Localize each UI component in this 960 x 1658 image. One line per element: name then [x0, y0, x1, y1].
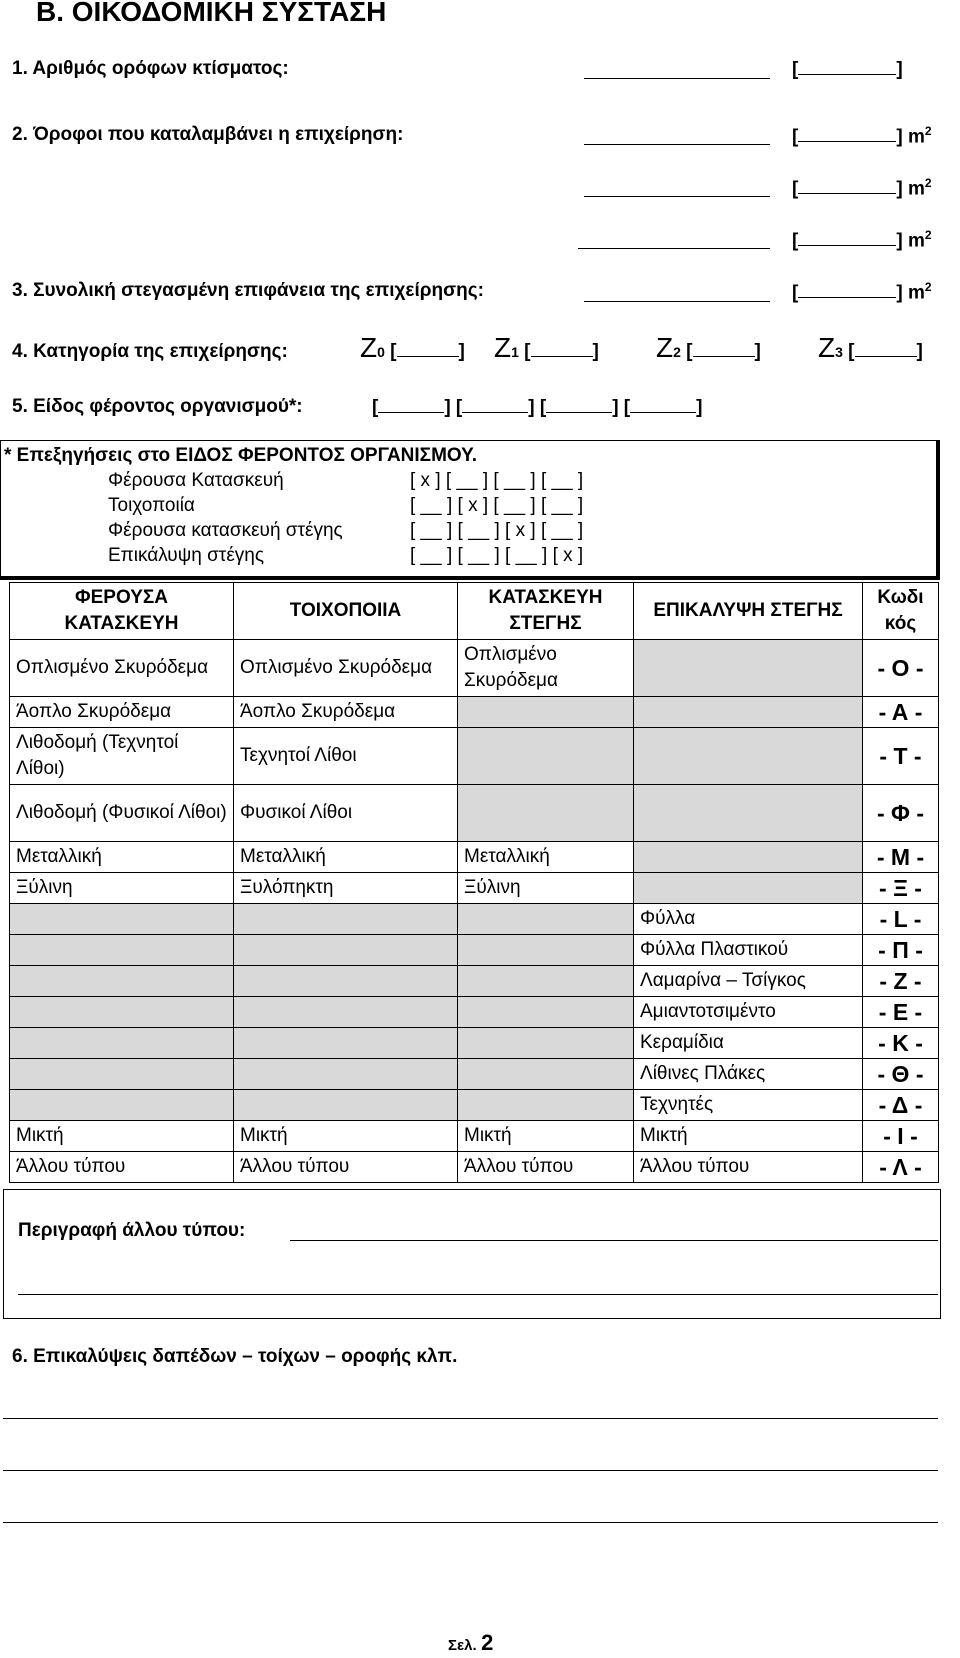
table-cell [458, 728, 634, 785]
table-cell [10, 966, 234, 997]
table-cell: Οπλισμένο Σκυρόδεμα [458, 640, 634, 697]
table-cell [10, 1059, 234, 1090]
table-cell [234, 935, 458, 966]
code-cell: - Τ - [863, 728, 939, 785]
table-cell [234, 1059, 458, 1090]
table-row [10, 640, 939, 697]
table-cell: Λιθοδομή (Φυσικοί Λίθοι) [10, 785, 234, 842]
table-row [10, 1152, 939, 1183]
section-title: Β. ΟΙΚΟΔΟΜΙΚΗ ΣΥΣΤΑΣΗ [36, 0, 387, 27]
table-cell [458, 1059, 634, 1090]
table-row [10, 1059, 939, 1090]
table-cell: Μικτή [458, 1121, 634, 1152]
table-cell [10, 935, 234, 966]
coverings-line-2[interactable] [3, 1470, 938, 1471]
page-number [448, 1630, 493, 1656]
table-row [10, 842, 939, 873]
table-cell [234, 1028, 458, 1059]
table-row [10, 1028, 939, 1059]
table-cell: Άλλου τύπου [458, 1152, 634, 1183]
table-cell: Μεταλλική [10, 842, 234, 873]
table-cell: Άοπλο Σκυρόδεμα [234, 697, 458, 728]
page-number-value: 2 [481, 1630, 494, 1655]
question-2-label: 2. Όροφοι που καταλαμβάνει η επιχείρηση: [12, 124, 404, 145]
code-cell: - Π - [863, 935, 939, 966]
code-cell: - Α - [863, 697, 939, 728]
category-z0-field[interactable]: Ζ0 [ ] [360, 332, 465, 363]
code-cell: - Φ - [863, 785, 939, 842]
floor-area-field-3[interactable]: [ ] $m^2$ [792, 228, 932, 252]
code-cell: - Θ - [863, 1059, 939, 1090]
header-roof-structure: ΚΑΤΑΣΚΕΥΗ ΣΤΕΓΗΣ [458, 583, 634, 640]
table-row [10, 728, 939, 785]
explanation-row-label: Φέρουσα Κατασκευή [108, 470, 284, 491]
category-z1-field[interactable]: Ζ1 [ ] [494, 332, 599, 363]
table-cell: Μικτή [634, 1121, 863, 1152]
table-cell [10, 1028, 234, 1059]
question-1-label: 1. Αριθμός ορόφων κτίσματος: [12, 58, 289, 79]
code-cell: - Ξ - [863, 873, 939, 904]
table-cell [458, 1090, 634, 1121]
floor-line-3[interactable] [578, 248, 770, 249]
table-cell: Οπλισμένο Σκυρόδεμα [10, 640, 234, 697]
table-cell: Τεχνητές [634, 1090, 863, 1121]
table-cell: Οπλισμένο Σκυρόδεμα [234, 640, 458, 697]
table-cell [634, 640, 863, 697]
explanation-title: * Επεξηγήσεις στο ΕΙΔΟΣ ΦΕΡΟΝΤΟΣ ΟΡΓΑΝΙΣΜΟΥ. [4, 445, 478, 466]
table-cell [234, 997, 458, 1028]
table-cell [458, 904, 634, 935]
explanation-row-label: Επικάλυψη στέγης [108, 545, 265, 566]
code-cell: - Δ - [863, 1090, 939, 1121]
table-row [10, 966, 939, 997]
table-cell [634, 697, 863, 728]
table-cell [234, 966, 458, 997]
floor-line-2[interactable] [584, 196, 770, 197]
table-cell: Άλλου τύπου [10, 1152, 234, 1183]
table-cell: Ξύλινη [458, 873, 634, 904]
question-4-label: 4. Κατηγορία της επιχείρησης: [12, 341, 288, 362]
table-cell: Λιθοδομή (Τεχνητοί Λίθοι) [10, 728, 234, 785]
table-cell [10, 904, 234, 935]
coverings-line-1[interactable] [3, 1418, 938, 1419]
floor-area-field-2[interactable]: [ ] $m^2$ [792, 176, 932, 200]
table-cell [458, 966, 634, 997]
table-cell [458, 997, 634, 1028]
code-cell: - Ζ - [863, 966, 939, 997]
materials-table [9, 582, 939, 1183]
other-description-label: Περιγραφή άλλου τύπου: [18, 1220, 246, 1241]
table-cell: Μεταλλική [234, 842, 458, 873]
total-area-field[interactable]: [ ] $m^2$ [792, 280, 932, 304]
table-cell: Μικτή [234, 1121, 458, 1152]
other-description-box [3, 1189, 941, 1319]
floors-count-bracket-field[interactable]: [ ] [792, 59, 903, 80]
table-cell: Φύλλα Πλαστικού [634, 935, 863, 966]
table-cell [10, 1090, 234, 1121]
other-description-line-2[interactable] [18, 1294, 938, 1295]
explanation-row-pattern: [ __ ] [ __ ] [ __ ] [ x ] [410, 545, 584, 566]
table-cell [634, 873, 863, 904]
table-cell: Λαμαρίνα – Τσίγκος [634, 966, 863, 997]
table-row [10, 904, 939, 935]
total-area-line[interactable] [584, 301, 770, 302]
page-prefix: Σελ. [448, 1637, 477, 1654]
table-cell: Τεχνητοί Λίθοι [234, 728, 458, 785]
table-row [10, 697, 939, 728]
table-cell [10, 997, 234, 1028]
code-cell: - Ι - [863, 1121, 939, 1152]
header-load-bearing: ΦΕΡΟΥΣΑ ΚΑΤΑΣΚΕΥΗ [10, 583, 234, 640]
table-row [10, 935, 939, 966]
explanation-row-pattern: [ x ] [ __ ] [ __ ] [ __ ] [410, 470, 584, 491]
coverings-line-3[interactable] [3, 1522, 938, 1523]
table-cell [234, 1090, 458, 1121]
table-cell: Ξύλινη [10, 873, 234, 904]
table-cell: Άλλου τύπου [634, 1152, 863, 1183]
code-cell: - Λ - [863, 1152, 939, 1183]
floors-count-line[interactable] [584, 78, 770, 79]
table-row [10, 785, 939, 842]
code-cell: - Ε - [863, 997, 939, 1028]
table-cell: Κεραμίδια [634, 1028, 863, 1059]
category-z3-field[interactable]: Ζ3 [ ] [818, 332, 923, 363]
code-cell: - Κ - [863, 1028, 939, 1059]
table-cell: Μικτή [10, 1121, 234, 1152]
table-row [10, 873, 939, 904]
structure-type-fields[interactable]: [ ] [ ] [ ] [ ] [372, 397, 703, 418]
table-row [10, 1121, 939, 1152]
table-cell: Άλλου τύπου [234, 1152, 458, 1183]
code-cell: - Μ - [863, 842, 939, 873]
floor-line-1[interactable] [584, 144, 770, 145]
table-cell [458, 1028, 634, 1059]
table-cell: Λίθινες Πλάκες [634, 1059, 863, 1090]
table-row [10, 997, 939, 1028]
question-3-label: 3. Συνολική στεγασμένη επιφάνεια της επιχείρησης: [12, 280, 484, 301]
explanation-row-label: Φέρουσα κατασκευή στέγης [108, 520, 343, 541]
category-z2-field[interactable]: Ζ2 [ ] [656, 332, 761, 363]
table-cell: Μεταλλική [458, 842, 634, 873]
table-cell: Άοπλο Σκυρόδεμα [10, 697, 234, 728]
table-cell [634, 728, 863, 785]
table-row [10, 1090, 939, 1121]
header-roof-covering: ΕΠΙΚΑΛΥΨΗ ΣΤΕΓΗΣ [634, 583, 863, 640]
explanation-row-label: Τοιχοποιία [108, 495, 195, 516]
table-cell [458, 785, 634, 842]
header-masonry: ΤΟΙΧΟΠΟΙΙΑ [234, 583, 458, 640]
table-cell [234, 904, 458, 935]
question-5-label: 5. Είδος φέροντος οργανισμού*: [12, 396, 303, 417]
table-cell [458, 935, 634, 966]
table-cell [634, 842, 863, 873]
floor-area-field-1[interactable]: [ ] $m^2$ [792, 124, 932, 148]
table-cell [634, 785, 863, 842]
code-cell: - Ο - [863, 640, 939, 697]
code-cell: - L - [863, 904, 939, 935]
question-6-label: 6. Επικαλύψεις δαπέδων – τοίχων – οροφής κλπ. [12, 1346, 458, 1367]
table-cell: Ξυλόπηκτη [234, 873, 458, 904]
table-cell: Φυσικοί Λίθοι [234, 785, 458, 842]
header-code: Κωδι κός [863, 583, 939, 640]
other-description-line-1[interactable] [290, 1240, 938, 1241]
table-cell: Αμιαντοτσιμέντο [634, 997, 863, 1028]
table-cell: Φύλλα [634, 904, 863, 935]
explanation-row-pattern: [ __ ] [ __ ] [ x ] [ __ ] [410, 520, 584, 541]
explanation-row-pattern: [ __ ] [ x ] [ __ ] [ __ ] [410, 495, 584, 516]
table-cell [458, 697, 634, 728]
